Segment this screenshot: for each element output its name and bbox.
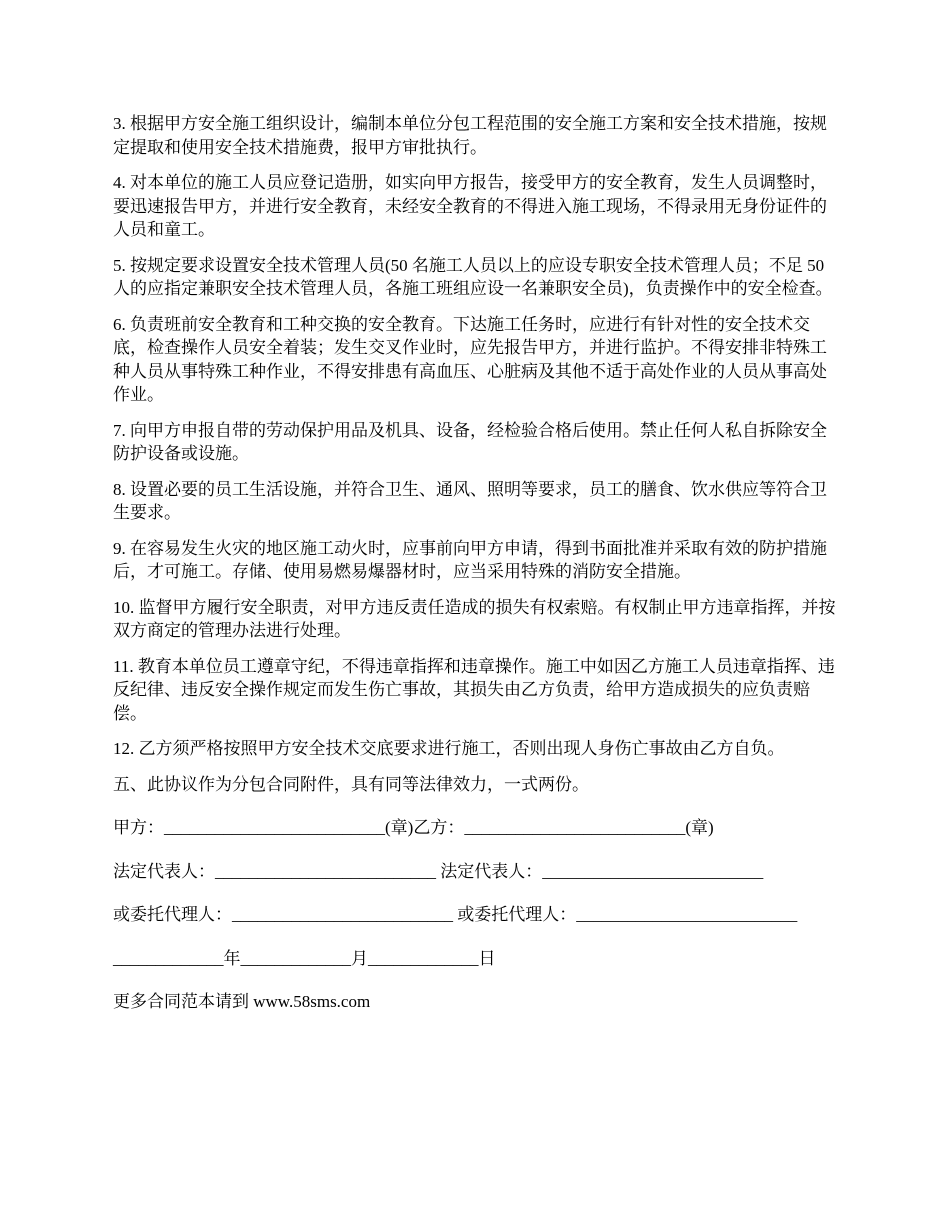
clause-5: 5. 按规定要求设置安全技术管理人员(50 名施工人员以上的应设专职安全技术管理人员；不足 50 人的应指定兼职安全技术管理人员，各施工班组应设一名兼职安全员)，负责操作中的安全检查。 [113,255,833,298]
authorized-agent-line: 或委托代理人：__________________________ 或委托代理人：__________________________ [113,905,798,924]
clause-9: 9. 在容易发生火灾的地区施工动火时，应事前向甲方申请，得到书面批准并采取有效的防护措施后，才可施工。存储、使用易燃易爆器材时，应当采用特殊的消防安全措施。 [113,538,827,581]
clause-10: 10. 监督甲方履行安全职责，对甲方违反责任造成的损失有权索赔。有权制止甲方违章指挥，并按双方商定的管理办法进行处理。 [113,597,836,640]
party-signature-line: 甲方：__________________________(章)乙方：__________________________(章) [113,818,714,837]
footer-link-text: 更多合同范本请到 www.58sms.com [113,992,371,1011]
clause-6: 6. 负责班前安全教育和工种交换的安全教育。下达施工任务时，应进行有针对性的安全技术交底，检查操作人员安全着装；发生交叉作业时，应先报告甲方，并进行监护。不得安排非特殊工种人员从事特殊工种作业，不得安排患有高血压、心脏病及其他不适于高处作业的人员从事高处作业。 [113,314,827,404]
legal-representative-line: 法定代表人：__________________________ 法定代表人：__________________________ [113,861,764,881]
section-five: 五、此协议作为分包合同附件，具有同等法律效力，一式两份。 [113,774,589,794]
clause-8: 8. 设置必要的员工生活设施，并符合卫生、通风、照明等要求，员工的膳食、饮水供应等符合卫生要求。 [113,479,827,522]
clause-12: 12. 乙方须严格按照甲方安全技术交底要求进行施工，否则出现人身伤亡事故由乙方自负。 [113,739,785,758]
clause-4: 4. 对本单位的施工人员应登记造册，如实向甲方报告，接受甲方的安全教育，发生人员调整时，要迅速报告甲方，并进行安全教育，未经安全教育的不得进入施工现场，不得录用无身份证件的人员和童工。 [113,173,827,239]
clause-3: 3. 根据甲方安全施工组织设计，编制本单位分包工程范围的安全施工方案和安全技术措施，按规定提取和使用安全技术措施费，报甲方审批执行。 [113,114,827,157]
document-body [113,112,843,1014]
clause-11: 11. 教育本单位员工遵章守纪，不得违章指挥和违章操作。施工中如因乙方施工人员违章指挥、违反纪律、违反安全操作规定而发生伤亡事故，其损失由乙方负责，给甲方造成损失的应负责赔偿。 [113,656,835,723]
date-line: _____________年_____________月_____________日 [113,948,496,968]
clause-7: 7. 向甲方申报自带的劳动保护用品及机具、设备，经检验合格后使用。禁止任何人私自拆除安全防护设备或设施。 [113,420,827,463]
